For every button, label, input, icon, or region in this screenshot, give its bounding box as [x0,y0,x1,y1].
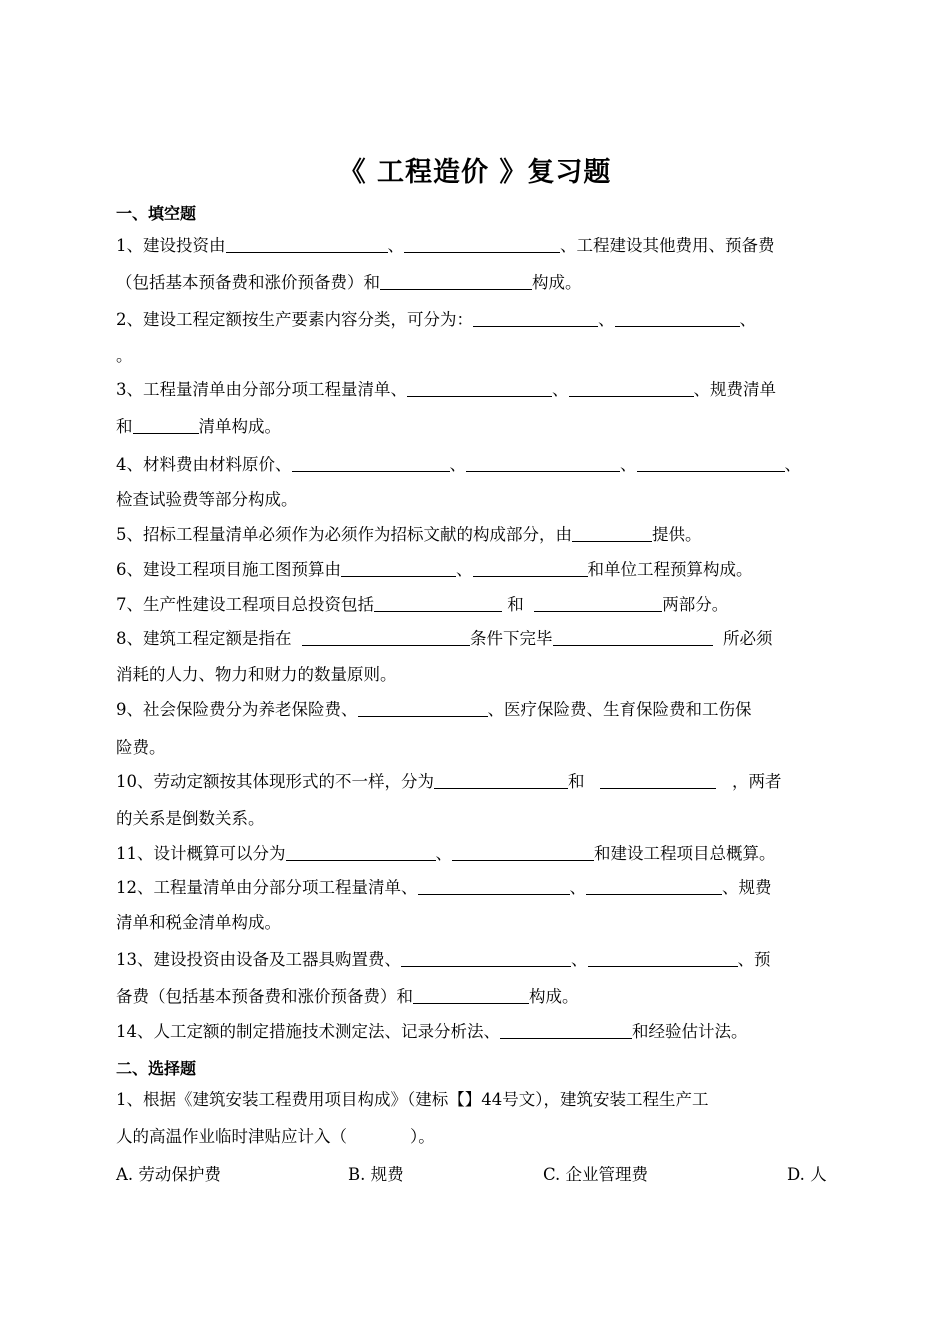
answer-blank [553,629,713,646]
answer-blank [413,987,529,1004]
option-c[interactable]: C. 企业管理费 [543,1165,649,1184]
section-heading-multiple-choice: 二、选择题 [116,1059,197,1078]
fill-question-14: 14、人工定额的制定措施技术测定法、记录分析法、 和经验估计法。 [116,1022,748,1041]
answer-blank [407,380,552,397]
answer-blank [380,273,532,290]
fill-question-9-line-2: 险费。 [116,738,166,757]
fill-question-2-line-2: 。 [116,346,133,365]
answer-blank [534,595,662,612]
option-a[interactable]: A. 劳动保护费 [116,1165,221,1184]
answer-blank [401,950,571,967]
option-b[interactable]: B. 规费 [348,1165,404,1184]
answer-blank [133,417,199,434]
answer-blank [418,878,570,895]
answer-blank [600,772,716,789]
answer-blank [637,455,785,472]
fill-question-8-line-2: 消耗的人力、物力和财力的数量原则。 [116,665,397,684]
answer-blank [586,878,722,895]
page-title: 《 工程造价 》复习题 [338,157,612,188]
answer-blank [341,560,456,577]
fill-question-4-line-2: 检查试验费等部分构成。 [116,490,298,509]
answer-blank [473,560,588,577]
answer-blank [615,310,740,327]
choice-question-1-line-2: 人的高温作业临时津贴应计入（ ）。 [116,1127,435,1146]
fill-question-7: 7、生产性建设工程项目总投资包括 和 两部分。 [116,595,729,614]
fill-question-1-line-1: 1、建设投资由 、 、工程建设其他费用、预备费 [116,236,775,255]
section-heading-fill-blank: 一、填空题 [116,204,197,223]
fill-question-6: 6、建设工程项目施工图预算由 、 和单位工程预算构成。 [116,560,753,579]
fill-question-10-line-1: 10、劳动定额按其体现形式的不一样，分为 和 ，两者 [116,772,782,791]
answer-blank [588,950,738,967]
fill-question-12-line-1: 12、工程量清单由分部分项工程量清单、 、 、规费 [116,878,772,897]
answer-blank [466,455,620,472]
answer-blank [569,380,694,397]
answer-blank [374,595,502,612]
fill-question-1-line-2: （包括基本预备费和涨价预备费）和 构成。 [116,273,582,292]
fill-question-11: 11、设计概算可以分为 、 和建设工程项目总概算。 [116,844,776,863]
answer-blank [286,844,436,861]
fill-question-3-line-1: 3、工程量清单由分部分项工程量清单、 、 、规费清单 [116,380,776,399]
answer-blank [226,236,388,253]
answer-blank [302,629,470,646]
answer-blank [452,844,594,861]
fill-question-12-line-2: 清单和税金清单构成。 [116,913,281,932]
option-d[interactable]: D. 人 [787,1165,827,1184]
answer-blank [404,236,560,253]
fill-question-2-line-1: 2、建设工程定额按生产要素内容分类，可分为： 、 、 [116,310,756,329]
answer-blank [358,700,488,717]
fill-question-8-line-1: 8、建筑工程定额是指在 条件下完毕 所必须 [116,629,773,648]
fill-question-13-line-2: 备费（包括基本预备费和涨价预备费）和 构成。 [116,987,579,1006]
fill-question-9-line-1: 9、社会保险费分为养老保险费、 、医疗保险费、生育保险费和工伤保 [116,700,752,719]
answer-blank [292,455,450,472]
answer-blank [473,310,598,327]
answer-blank [572,525,652,542]
answer-blank [434,772,568,789]
fill-question-13-line-1: 13、建设投资由设备及工器具购置费、 、 、预 [116,950,771,969]
answer-blank [500,1022,632,1039]
fill-question-5: 5、招标工程量清单必须作为必须作为招标文献的构成部分，由 提供。 [116,525,702,544]
choice-question-1-line-1: 1、根据《建筑安装工程费用项目构成》（建标【】44号文），建筑安装工程生产工 [116,1090,709,1109]
fill-question-3-line-2: 和 清单构成。 [116,417,281,436]
fill-question-4-line-1: 4、材料费由材料原价、 、 、 、 [116,455,801,474]
fill-question-10-line-2: 的关系是倒数关系。 [116,809,265,828]
